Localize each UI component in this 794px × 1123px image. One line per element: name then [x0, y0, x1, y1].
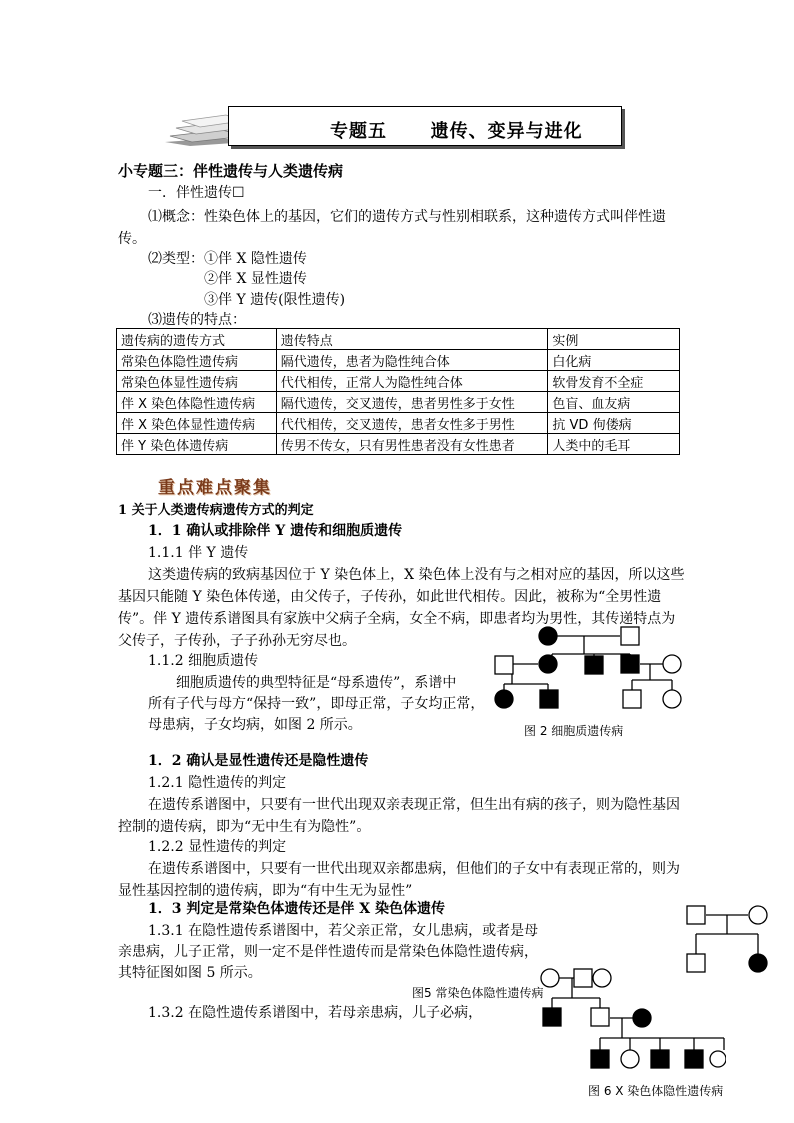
paragraph-line: 1.3.2 在隐性遗传系谱图中，若母亲患病，儿子必病，	[148, 1005, 483, 1021]
paragraph-line: 母患病，子女均病，如图 2 所示。	[148, 717, 362, 733]
table-cell: 白化病	[548, 350, 680, 371]
subsection-title: 1.1.2 细胞质遗传	[148, 653, 259, 669]
table-header: 遗传病的遗传方式	[117, 329, 277, 350]
table-row	[117, 392, 680, 413]
table-cell: 代代相传，正常人为隐性纯合体	[276, 371, 548, 392]
figure-caption: 图 6 X 染色体隐性遗传病	[588, 1084, 724, 1098]
paragraph-line: 在遗传系谱图中，只要有一世代出现双亲都患病，但他们的子女中有表现正常的，则为	[148, 861, 680, 877]
male-symbol	[591, 1008, 609, 1026]
paragraph-line: 在遗传系谱图中，只要有一世代出现双亲表现正常，但生出有病的孩子，则为隐性基因	[148, 797, 680, 813]
affected-male-symbol	[585, 656, 603, 674]
table-cell: 伴 X 染色体隐性遗传病	[117, 392, 277, 413]
affected-female-symbol	[749, 954, 767, 972]
female-symbol	[749, 906, 767, 924]
table-cell: 伴 X 染色体显性遗传病	[117, 413, 277, 434]
pedigree-figure-2	[490, 622, 690, 714]
paragraph-line: 基因只能随 Y 染色体传递，由父传子，子传孙，如此世代相传。因此，被称为“全男性遗	[118, 589, 662, 605]
table-cell: 常染色体显性遗传病	[117, 371, 277, 392]
affected-female-symbol	[495, 690, 513, 708]
affected-male-symbol	[543, 1008, 561, 1026]
paragraph-line: 父传子，子传孙，子子孙孙无穷尽也。	[118, 633, 356, 649]
figure-caption: 图5 常染色体隐性遗传病	[412, 986, 544, 1000]
subsection-title: 1．1 确认或排除伴 Y 遗传和细胞质遗传	[148, 523, 403, 539]
female-symbol	[663, 690, 681, 708]
table-cell: 传男不传女，只有男性患者没有女性患者	[276, 434, 548, 455]
male-symbol	[574, 969, 592, 987]
female-symbol	[710, 1051, 726, 1067]
affected-female-symbol	[539, 655, 557, 673]
affected-female-symbol	[633, 1009, 651, 1027]
paragraph-line: 1.3.1 在隐性遗传系谱图中，若父亲正常，女儿患病，或者是母	[148, 923, 539, 939]
section-heading: 一．伴性遗传☐	[148, 185, 245, 201]
subsection-title: 1.2.2 显性遗传的判定	[148, 839, 287, 855]
table-cell: 代代相传，交叉遗传，患者女性多于男性	[276, 413, 548, 434]
part-title: 1 关于人类遗传病遗传方式的判定	[118, 503, 314, 518]
female-symbol	[593, 969, 611, 987]
paragraph-line: 所有子代与母方“保持一致”，即母正常，子女均正常，	[148, 696, 485, 712]
female-symbol	[621, 1050, 639, 1068]
page-title: 专题五 遗传、变异与进化	[330, 121, 583, 142]
table-row	[117, 413, 680, 434]
paragraph-line: 其特征图如图 5 所示。	[118, 965, 262, 981]
table-row	[117, 371, 680, 392]
subsection-title: 1．2 确认是显性遗传还是隐性遗传	[148, 753, 369, 769]
male-symbol	[621, 627, 639, 645]
male-symbol	[687, 906, 705, 924]
table-cell: 抗 VD 佝偻病	[548, 413, 680, 434]
affected-male-symbol	[685, 1050, 703, 1068]
subsection-title: 1.1.1 伴 Y 遗传	[148, 545, 249, 561]
affected-male-symbol	[591, 1050, 609, 1068]
table-header: 遗传特点	[276, 329, 548, 350]
types-label: ⑵类型：①伴 X 隐性遗传	[148, 251, 307, 267]
table-cell: 隔代遗传，交叉遗传，患者男性多于女性	[276, 392, 548, 413]
paragraph-line: 亲患病，儿子正常，则一定不是伴性遗传而是常染色体隐性遗传病，	[118, 944, 538, 960]
affected-female-symbol	[539, 627, 557, 645]
paragraph-line: 传”。伴 Y 遗传系谱图具有家族中父病子全病，女全不病，即患者均为男性，其传递特点为	[118, 611, 676, 627]
table-cell: 常染色体隐性遗传病	[117, 350, 277, 371]
traits-label: ⑶遗传的特点：	[148, 312, 246, 328]
table-cell: 伴 Y 染色体遗传病	[117, 434, 277, 455]
table-cell: 色盲、血友病	[548, 392, 680, 413]
figure-caption: 图 2 细胞质遗传病	[524, 724, 624, 738]
paragraph-line: 细胞质遗传的典型特征是“母系遗传”，系谱中	[176, 675, 457, 691]
table-cell: 隔代遗传，患者为隐性纯合体	[276, 350, 548, 371]
female-symbol	[541, 969, 559, 987]
type-item: ②伴 X 显性遗传	[204, 271, 307, 287]
affected-male-symbol	[540, 690, 558, 708]
paragraph-line: 这类遗传病的致病基因位于 Y 染色体上，X 染色体上没有与之相对应的基因，所以这些	[148, 567, 685, 583]
affected-male-symbol	[651, 1050, 669, 1068]
female-symbol	[663, 655, 681, 673]
subsection-title: 1．3 判定是常染色体遗传还是伴 X 染色体遗传	[148, 901, 445, 917]
table-header: 实例	[548, 329, 680, 350]
male-symbol	[495, 656, 513, 674]
table-row	[117, 350, 680, 371]
table-cell: 软骨发育不全症	[548, 371, 680, 392]
concept-text: ⑴概念：性染色体上的基因，它们的遗传方式与性别相联系，这种遗传方式叫伴性遗	[148, 209, 666, 225]
affected-male-symbol	[621, 655, 639, 673]
pedigree-figure-6	[536, 962, 726, 1074]
table-cell: 人类中的毛耳	[548, 434, 680, 455]
inheritance-table	[116, 328, 680, 455]
table-header-row	[117, 329, 680, 350]
paragraph-line: 显性基因控制的遗传病，即为“有中生无为显性”	[118, 883, 413, 899]
focus-title: 重点难点聚集	[158, 478, 272, 498]
topic-heading: 小专题三：伴性遗传与人类遗传病	[118, 162, 344, 180]
table-row	[117, 434, 680, 455]
paragraph-line: 控制的遗传病，即为“无中生有为隐性”。	[118, 819, 371, 835]
subsection-title: 1.2.1 隐性遗传的判定	[148, 775, 287, 791]
concept-text-cont: 传。	[118, 231, 146, 247]
type-item: ③伴 Y 遗传(限性遗传)	[204, 292, 346, 308]
male-symbol	[623, 690, 641, 708]
